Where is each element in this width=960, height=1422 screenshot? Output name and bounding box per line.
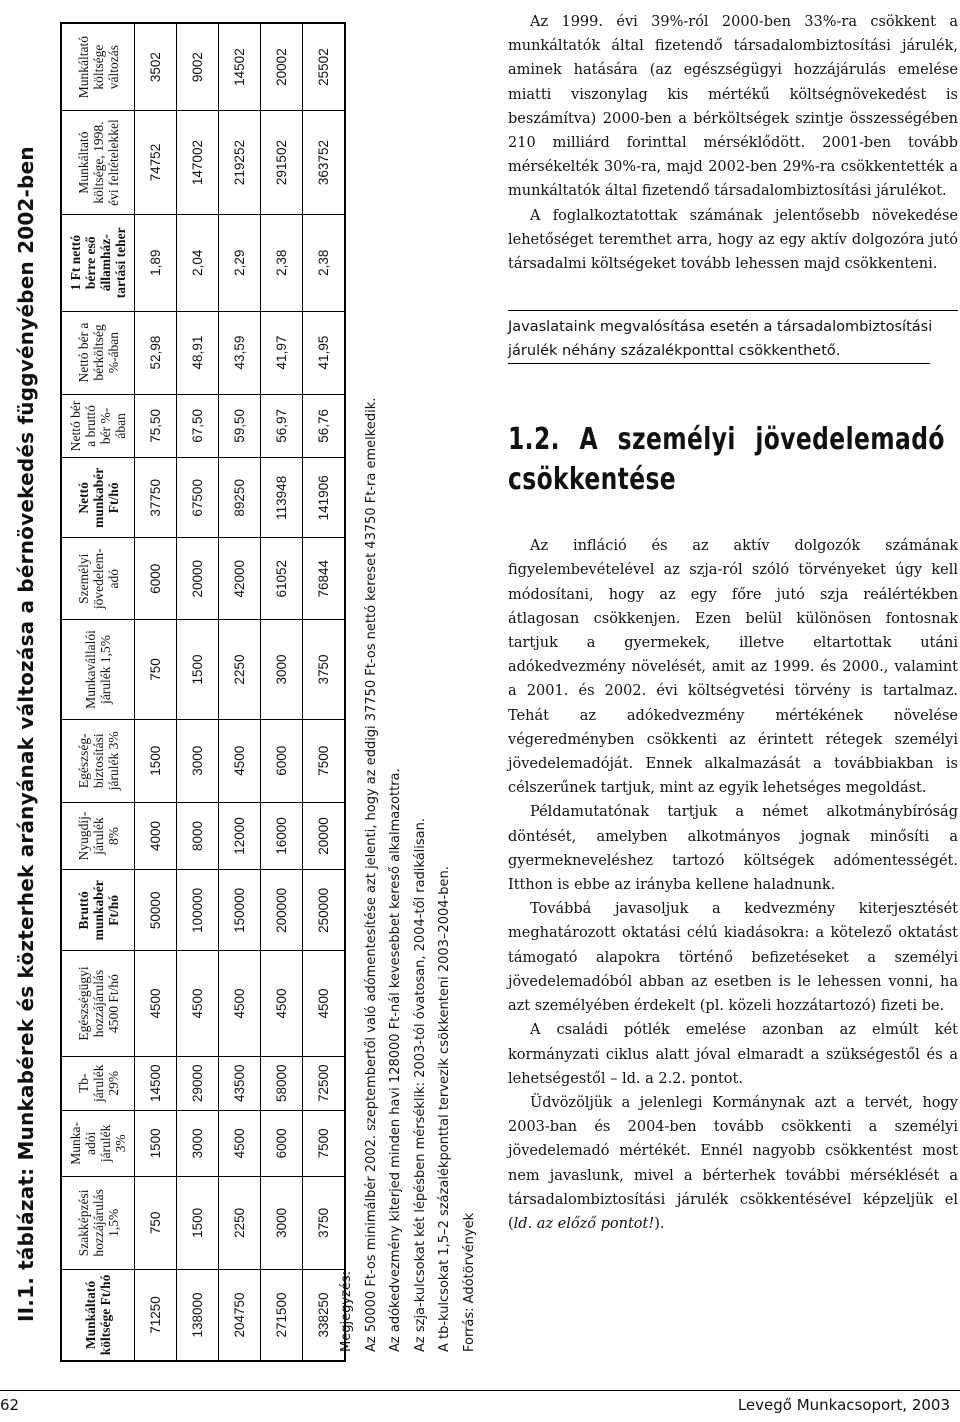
highlight-box [508, 310, 958, 364]
table-cell: 4500 [177, 951, 219, 1056]
table-cell: 20000 [303, 802, 346, 869]
paragraph [508, 1091, 958, 1236]
page-number: 62 [0, 1396, 20, 1414]
column-header: Munkáltató költsége, 1998. évi feltételekkel [61, 111, 135, 215]
table-cell: 1,89 [135, 214, 177, 311]
note-line: A tb-kulcsokat 1,5–2 százalékponttal tervezik csökkenteni 2003–2004-ben. [437, 866, 452, 1352]
table-cell: 250000 [303, 870, 346, 951]
paragraph-reference: ld. az előző pontot! [513, 1215, 655, 1232]
table-cell: 20002 [261, 23, 303, 111]
paragraph-text: Üdvözöljük a jelenlegi Kormánynak azt a tervét, hogy 2003-ban és 2004-ben tovább csökkenti a személyi jövedelemadó mértékét. Ennél nagyobb csökkentést most nem javaslunk, mivel a bérterhek további mérséklését a társadalombiztosítási járulék csökkentésével képzeljük el ( [508, 1094, 958, 1232]
table-cell: 61052 [261, 538, 303, 620]
table-cell: 52,98 [135, 311, 177, 394]
column-header: Nettó bér a bérköltség %-ában [61, 311, 135, 394]
table-cell: 58000 [261, 1056, 303, 1110]
table-cell: 4500 [219, 719, 261, 802]
paragraph: A családi pótlék emelése azonban az elmúlt két kormányzati ciklus alatt jóval elmaradt a szükségestől és a lehetségestől – ld. a 2.2. pontot. [508, 1022, 958, 1087]
note-line: Az 50000 Ft-os minimálbér 2002. szeptembertől való adómentesítése azt jelenti, hogy az eddigi 37750 Ft-os nettó kereset 43750 Ft-ra emelkedik. [363, 397, 379, 1352]
table-cell: 14500 [135, 1056, 177, 1110]
table-cell: 41,97 [261, 311, 303, 394]
table-cell: 25502 [303, 23, 346, 111]
table-cell: 338250 [303, 1269, 346, 1361]
table-cell: 29000 [177, 1056, 219, 1110]
table-cell: 150000 [219, 870, 261, 951]
table-cell: 41,95 [303, 311, 346, 394]
table-row [135, 23, 177, 1361]
table-cell: 2,38 [261, 214, 303, 311]
table-cell: 4500 [135, 951, 177, 1056]
table-cell: 200000 [261, 870, 303, 951]
column-header: Egészség-biztosítási járulék 3% [61, 719, 135, 802]
table-cell: 1500 [177, 620, 219, 720]
table-cell: 4500 [261, 951, 303, 1056]
table-cell: 1500 [135, 1110, 177, 1176]
table-cell: 2250 [219, 620, 261, 720]
table-cell: 147002 [177, 111, 219, 215]
paragraph: Példamutatónak tartjuk a német alkotmánybíróság döntését, amelyben alkotmányos jognak minősíti a gyermekneveléshez tartozó költségek adómentességét. Itthon is ebbe az irányba kellene haladnunk. [508, 804, 958, 894]
column-header: Munkáltató költsége változás [61, 23, 135, 111]
table-cell: 67,50 [177, 394, 219, 458]
table-cell: 6000 [261, 719, 303, 802]
table-cell: 16000 [261, 802, 303, 869]
column-header: Munka-adói járulék 3% [61, 1110, 135, 1176]
note-line: Az adókedvezmény kiterjed minden havi 128000 Ft-nál kevesebbet kereső alkalmazottra. [388, 768, 403, 1352]
table-cell: 6000 [135, 538, 177, 620]
column-header: Bruttó munkabér Ft/hó [61, 870, 135, 951]
table-cell: 50000 [135, 870, 177, 951]
table-cell: 89250 [219, 458, 261, 538]
table-header-row [61, 23, 135, 1361]
table-cell: 363752 [303, 111, 346, 215]
paragraph: Az 1999. évi 39%-ról 2000-ben 33%-ra csökkent a munkáltatók által fizetendő társadalombiztosítási járulék, aminek hatására (az egészségügyi hozzájárulás emelése miatti viszonylag kis mértékű költségnövekedést is beszámítva) 2000-ben a bérköltségek szintje összességében 210 milliárd forinttal mérséklődött. 2001-ben tovább mérsékelték 30%-ra, majd 2002-ben 29%-ra csökkentették a munkáltatók által fizetendő társadalombiztosítási járulékot. [508, 14, 958, 200]
table-cell: 3000 [177, 719, 219, 802]
column-header: 1 Ft nettó bérre eső államház-tartási teher [61, 214, 135, 311]
table-cell: 9002 [177, 23, 219, 111]
table-cell: 2,04 [177, 214, 219, 311]
table-row [177, 23, 219, 1361]
table-cell: 291502 [261, 111, 303, 215]
table-cell: 141906 [303, 458, 346, 538]
note-line: Az szja-kulcsokat két lépésben mérséklik: 2003-tól óvatosan, 2004-től radikálisan. [412, 817, 428, 1352]
column-header: Egészségügyi hozzájárulás 4500 Ft/hó [61, 951, 135, 1056]
table-body [135, 23, 346, 1361]
table-cell: 204750 [219, 1269, 261, 1361]
highlight-text: Javaslataink megvalósítása esetén a társadalombiztosítási járulék néhány százalékponttal csökkenthető. [508, 319, 933, 360]
table-cell: 4500 [219, 951, 261, 1056]
column-header: Tb-járulék 29% [61, 1056, 135, 1110]
table-cell: 7500 [303, 1110, 346, 1176]
table-cell: 271500 [261, 1269, 303, 1361]
table-cell: 71250 [135, 1269, 177, 1361]
table-cell: 12000 [219, 802, 261, 869]
table-cell: 100000 [177, 870, 219, 951]
table-cell: 1500 [177, 1176, 219, 1269]
data-table [60, 22, 346, 1362]
table-cell: 1500 [135, 719, 177, 802]
table-cell: 3750 [303, 620, 346, 720]
right-text-column [508, 0, 958, 1236]
table-cell: 2,38 [303, 214, 346, 311]
footer-publisher: Levegő Munkacsoport, 2003 [737, 1396, 950, 1414]
column-header: Nettó munkabér Ft/hó [61, 458, 135, 538]
table-cell: 219252 [219, 111, 261, 215]
table-cell: 8000 [177, 802, 219, 869]
rotated-table-block [0, 0, 477, 1382]
table-cell: 2250 [219, 1176, 261, 1269]
table-cell: 56,97 [261, 394, 303, 458]
table-cell: 3502 [135, 23, 177, 111]
section-heading: 1.2. A személyi jövedelemadó csökkentése [508, 422, 945, 498]
table-title: II.1. táblázat: Munkabérek és közterhek arányának változása a bérnövekedés függvényében 2002-ben [14, 146, 38, 1322]
footer-rule [0, 1390, 960, 1391]
table-cell: 42000 [219, 538, 261, 620]
table-cell: 14502 [219, 23, 261, 111]
column-header: Munkavállalói járulék 1,5% [61, 620, 135, 720]
table-cell: 750 [135, 620, 177, 720]
table-cell: 56,76 [303, 394, 346, 458]
table-row [261, 23, 303, 1361]
table-cell: 67500 [177, 458, 219, 538]
table-row [219, 23, 261, 1361]
table-cell: 4500 [219, 1110, 261, 1176]
table-cell: 74752 [135, 111, 177, 215]
table-cell: 48,91 [177, 311, 219, 394]
table-notes [335, 32, 482, 1352]
table-cell: 37750 [135, 458, 177, 538]
column-header: Nyugdíj-járulék 8% [61, 802, 135, 869]
table-cell: 43500 [219, 1056, 261, 1110]
table-cell: 2,29 [219, 214, 261, 311]
table-cell: 7500 [303, 719, 346, 802]
notes-heading: Megjegyzés: [339, 1271, 354, 1352]
table-cell: 76844 [303, 538, 346, 620]
table-cell: 72500 [303, 1056, 346, 1110]
table-cell: 59,50 [219, 394, 261, 458]
column-header: Személyi jövedelem-adó [61, 538, 135, 620]
table-cell: 3750 [303, 1176, 346, 1269]
table-cell: 750 [135, 1176, 177, 1269]
highlight-underline [508, 363, 930, 364]
table-cell: 6000 [261, 1110, 303, 1176]
column-header: Szakképzési hozzájárulás 1,5% [61, 1176, 135, 1269]
table-cell: 75,50 [135, 394, 177, 458]
table-cell: 3000 [261, 1176, 303, 1269]
paragraph: Az infláció és az aktív dolgozók számának figyelembevételével az szja-ról szóló törvényeket úgy kell módosítani, hogy az egy főre jutó szja reálértékben átlagosan csökkenjen. Ezen belül különösen fontosnak tartjuk a gyermekek, illetve eltartottak utáni adókedvezmény növelését, amit az 1999. és 2000., valamint a 2001. és 2002. évi költségvetési törvény is tartalmaz. Tehát az adókedvezmény mértékének növelése végeredményben csökkenti az érintett rétegek személyi jövedelemadóját. Ennek alkalmazását a továbbiakban is célszerűnek tartjuk, mint az egyik lehetséges megoldást. [508, 538, 958, 797]
table-cell: 4000 [135, 802, 177, 869]
notes-source: Forrás: Adótörvények [461, 1212, 477, 1352]
table-cell: 4500 [303, 951, 346, 1056]
paragraph-end: ). [654, 1215, 665, 1232]
table-cell: 3000 [261, 620, 303, 720]
table-cell: 43,59 [219, 311, 261, 394]
table-cell: 113948 [261, 458, 303, 538]
column-header: Nettó bér a bruttó bér %-ában [61, 394, 135, 458]
paragraph: Továbbá javasoljuk a kedvezmény kiterjesztését meghatározott oktatási célú kiadásokra: a kötelező oktatást támogató alapokra történő befizetéseket a személyi jövedelemadóból abban az esetben is le lehessen vonni, ha azt személyében érdekelt (pl. közeli hozzátartozó) fizeti be. [508, 901, 958, 1015]
table-cell: 138000 [177, 1269, 219, 1361]
paragraph: A foglalkoztatottak számának jelentősebb növekedése lehetőséget teremthet arra, hogy az egy aktív dolgozóra jutó társadalmi költségeket tovább lehessen majd csökkenteni. [508, 207, 958, 273]
column-header: Munkáltató költsége Ft/hó [61, 1269, 135, 1361]
table-cell: 20000 [177, 538, 219, 620]
table-cell: 3000 [177, 1110, 219, 1176]
